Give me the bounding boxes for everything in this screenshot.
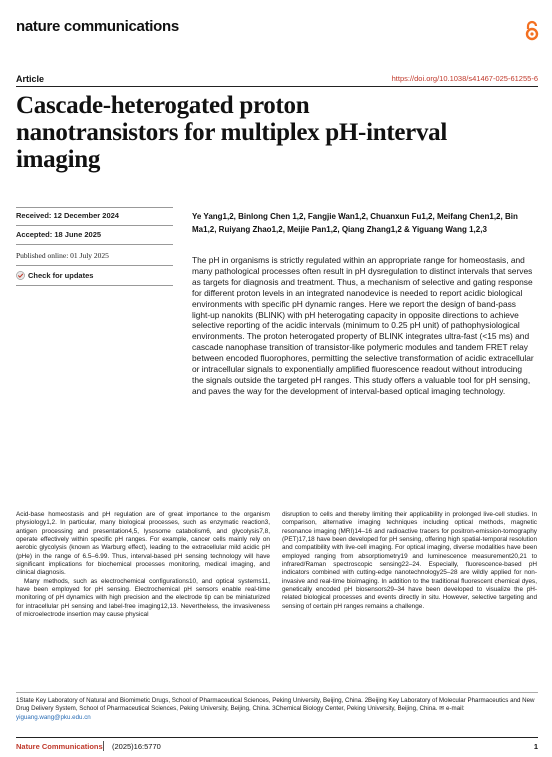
meta-divider xyxy=(16,265,173,266)
meta-divider xyxy=(16,225,173,226)
accepted-date: Accepted: 18 June 2025 xyxy=(16,230,102,239)
header-divider xyxy=(16,86,538,87)
body-column-left xyxy=(16,511,270,619)
meta-divider xyxy=(16,244,173,245)
check-updates-button[interactable] xyxy=(16,271,93,280)
check-updates-label: Check for updates xyxy=(28,271,94,280)
body-paragraph: Many methods, such as electrochemical configurations10, and optical systems11, have been employed for pH sensing. Electrochemical pH sensors enable real-time monitoring of pH dynamics with high precision and the electrode tip can be miniaturized for intracellular pH sensing and label-free imaging12,13. Nevertheless, the invasiveness of microelectrode insertion may cause physical xyxy=(16,577,270,619)
article-title: Cascade-heterogated proton nanotransistors for multiplex pH-interval imaging xyxy=(16,92,447,173)
affiliations-footnote xyxy=(16,697,538,722)
journal-name[interactable]: nature communications xyxy=(16,18,179,35)
footer-divider xyxy=(16,737,538,738)
footer-citation: (2025)16:5770 xyxy=(112,742,161,751)
email-link[interactable]: yiguang.wang@pku.edu.cn xyxy=(16,713,91,721)
affiliations-text: 1State Key Laboratory of Natural and Biomimetic Drugs, School of Pharmaceutical Sciences, Peking University, Beijing, China. 2Beijing Key Laboratory of Molecular Pharmaceutics and New Drug Delivery System, School of Pharmaceutical Sciences, Peking University, Beijing, China. 3Chemical Biology Center, Peking University, Beijing, China. xyxy=(16,697,535,713)
published-date: Published online: 01 July 2025 xyxy=(16,251,109,260)
footnote-divider xyxy=(16,692,538,693)
meta-divider xyxy=(16,285,173,286)
article-type: Article xyxy=(16,74,45,84)
received-date: Received: 12 December 2024 xyxy=(16,211,119,220)
footer-separator xyxy=(103,741,104,751)
body-paragraph: disruption to cells and thereby limiting their applicability in prolonged live-cell studies. In comparison, alternative imaging techniques including optical methods, magnetic resonance imaging (MRI)14–16 and radioactive tracers for positron-emission-tomography (PET)17,18 have been developed for pH sensing, offering high spatial-temporal resolution and compatibility with live-cell imaging. For optical imaging, diverse modalities have been employed ranging from absorptiometry19 and luminescence measurement20,21 to infrared/Raman spectroscopic sensing22–24. Especially, fluorescence-based pH indicators combined with cutting-edge nanotechnology25–28 are wildly applied for non-invasive and real-time bioimaging. In addition to the traditional fluorescent chemical dyes, genetically encoded pH biosensors29–34 have been developed to visualize the pH-related biological processes and events directly in situ. However, selective targeting and sensing of certain pH ranges remains a challenge. xyxy=(282,511,537,610)
author-list: Ye Yang1,2, Binlong Chen 1,2, Fangjie Wan1,2, Chuanxun Fu1,2, Meifang Chen1,2, Bin Ma1,2, Ruiyang Zhao1,2, Meijie Pan1,2, Qiang Zhang1,2 & Yiguang Wang 1,2,3 xyxy=(192,212,518,234)
body-column-right xyxy=(282,511,537,611)
page-number: 1 xyxy=(533,742,538,751)
abstract: The pH in organisms is strictly regulated within an appropriate range for homeostasis, and many pathological processes often result in pH dysregulation to distinct intervals that serves as targets for diagnosis and treatment. Thus, a mechanism of selective and gating response for different proton levels in an integrated nanodevice is needed to report acidic biological environments with specific pH dynamic ranges. Here we report the design of band-pass light-up nanokits (BLINK) with pH heterogating capacity in opposite directions to achieve selective reporting of the acidic intervals (minimum to 0.25 pH unit) of pathophysiological environments. The proton heterogated property of BLINK integrates ultra-fast (<15 ms) and cascade nanophase transition of transistor-like polymeric modules and tandem FRET relay between encoded fluorophores, permitting the selective transformation of acidic extracellular or intracellular signals to exponentially amplified fluorescence readout without introducing the signals outside the targeted pH ranges. This study offers a valuable tool for pH sensing, and paves the way for the development of interval-based optical imaging technology. xyxy=(192,255,534,396)
email-label: e-mail: xyxy=(444,705,465,713)
meta-divider xyxy=(16,207,173,208)
footer-journal[interactable]: Nature Communications xyxy=(16,742,103,751)
check-updates-icon xyxy=(16,271,25,280)
body-paragraph: Acid-base homeostasis and pH regulation are of great importance to the organism physiology1,2. In particular, many biological processes, such as enzymatic reaction3, antigen processing and presentation4,5, lysosome catabolism6, and glycolysis7,8, operate effectively within specific pH ranges. For example, cancer cells mainly rely on aerobic glycolysis (known as Warburg effect), leading to the extracellular mild acidic pH (pHe) in the range of 6.5–6.99. Thus, interval-based pH sensing technology will have significant implications for biochemical processes monitoring, medical imaging, and clinical diagnosis. xyxy=(16,511,270,577)
open-access-icon[interactable] xyxy=(524,20,540,42)
doi-link[interactable]: https://doi.org/10.1038/s41467-025-61255-6 xyxy=(391,74,538,83)
email-icon: ✉ xyxy=(439,705,445,713)
